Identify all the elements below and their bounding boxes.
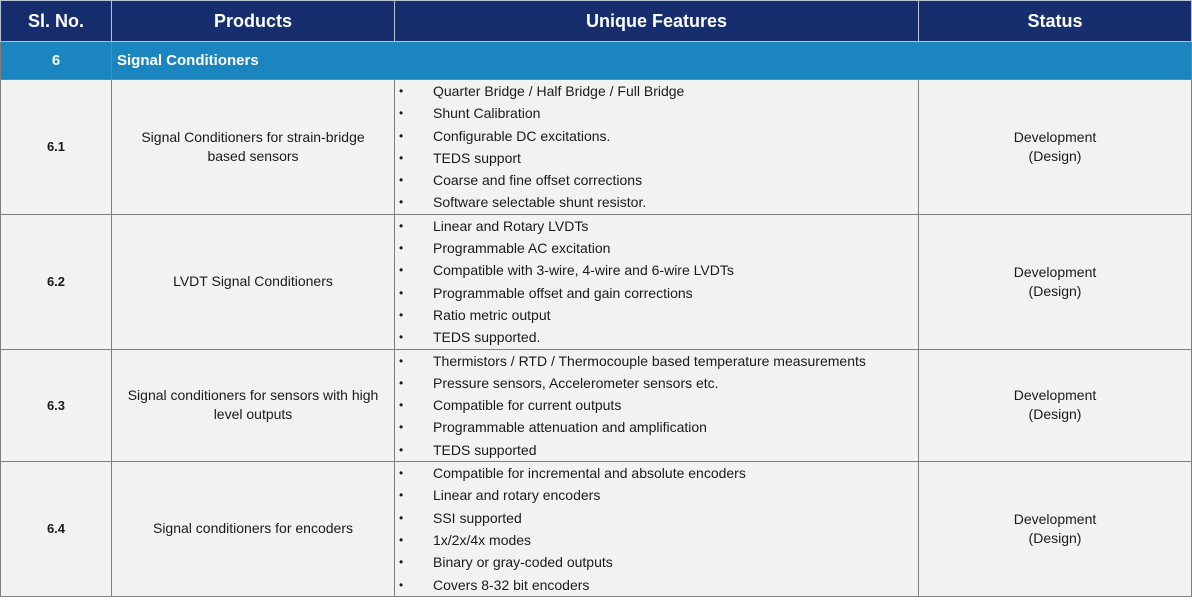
feature-text: TEDS support xyxy=(433,149,521,166)
bullet-icon: • xyxy=(399,466,404,481)
feature-text: TEDS supported xyxy=(433,441,537,458)
section-name: Signal Conditioners xyxy=(112,42,1192,80)
feature-list xyxy=(395,462,918,596)
bullet-icon: • xyxy=(399,510,404,525)
feature-list-cell xyxy=(395,214,919,349)
feature-text: Coarse and fine offset corrections xyxy=(433,172,643,189)
product-name xyxy=(112,80,395,215)
feature-item xyxy=(395,304,918,326)
feature-text: Configurable DC excitations. xyxy=(433,127,611,144)
row-number: 6.1 xyxy=(1,80,112,215)
product-name xyxy=(112,462,395,597)
bullet-icon: • xyxy=(399,488,404,503)
feature-item xyxy=(395,416,918,438)
feature-list-cell xyxy=(395,349,919,461)
product-name-line: Signal conditioners for encoders xyxy=(152,520,353,537)
product-name-line: level outputs xyxy=(213,406,293,423)
feature-text: Linear and Rotary LVDTs xyxy=(433,217,589,234)
bullet-icon: • xyxy=(399,128,404,143)
bullet-icon: • xyxy=(399,442,404,457)
status-line: (Design) xyxy=(1028,282,1082,299)
section-number: 6 xyxy=(1,42,112,80)
feature-list-cell xyxy=(395,80,919,215)
status-cell xyxy=(919,349,1192,461)
row-number: 6.2 xyxy=(1,214,112,349)
feature-item xyxy=(395,394,918,416)
feature-item xyxy=(395,574,918,596)
product-name xyxy=(112,214,395,349)
feature-item xyxy=(395,350,918,372)
feature-text: Software selectable shunt resistor. xyxy=(433,194,647,211)
feature-text: Programmable attenuation and amplification xyxy=(433,419,707,436)
feature-text: Covers 8-32 bit encoders xyxy=(433,576,590,593)
feature-text: Quarter Bridge / Half Bridge / Full Bridge xyxy=(433,83,685,99)
status-cell xyxy=(919,80,1192,215)
feature-text: Compatible for incremental and absolute encoders xyxy=(433,465,746,482)
bullet-icon: • xyxy=(399,398,404,413)
feature-item xyxy=(395,169,918,191)
bullet-icon: • xyxy=(399,420,404,435)
status-line: Development xyxy=(1013,128,1097,145)
feature-text: Shunt Calibration xyxy=(433,105,541,122)
bullet-icon: • xyxy=(399,106,404,121)
bullet-icon: • xyxy=(399,150,404,165)
table-row xyxy=(1,80,1192,215)
status-line: Development xyxy=(1013,387,1097,404)
status-line: Development xyxy=(1013,510,1097,527)
section-row xyxy=(1,42,1192,80)
bullet-icon: • xyxy=(399,241,404,256)
bullet-icon: • xyxy=(399,307,404,322)
feature-item xyxy=(395,102,918,124)
bullet-icon: • xyxy=(399,218,404,233)
bullet-icon: • xyxy=(399,173,404,188)
status-line: (Design) xyxy=(1028,406,1082,423)
status-line: (Design) xyxy=(1028,147,1082,164)
feature-item xyxy=(395,372,918,394)
row-number: 6.3 xyxy=(1,349,112,461)
feature-list xyxy=(395,215,918,349)
feature-item xyxy=(395,529,918,551)
feature-item xyxy=(395,191,918,213)
bullet-icon: • xyxy=(399,84,404,98)
bullet-icon: • xyxy=(399,285,404,300)
header-products: Products xyxy=(112,1,395,42)
header-row xyxy=(1,1,1192,42)
product-name-line: LVDT Signal Conditioners xyxy=(173,273,333,290)
feature-item xyxy=(395,80,918,102)
product-name-line: Signal conditioners for sensors with high xyxy=(127,387,379,404)
feature-text: Thermistors / RTD / Thermocouple based temperature measurements xyxy=(433,352,866,369)
product-name-line: Signal Conditioners for strain-bridge xyxy=(141,128,365,145)
feature-list xyxy=(395,80,918,214)
feature-item xyxy=(395,147,918,169)
product-name xyxy=(112,349,395,461)
feature-text: SSI supported xyxy=(433,509,522,526)
bullet-icon: • xyxy=(399,555,404,570)
feature-item xyxy=(395,282,918,304)
feature-item xyxy=(395,484,918,506)
feature-list xyxy=(395,350,918,461)
status-line: Development xyxy=(1013,263,1097,280)
feature-text: TEDS supported. xyxy=(433,329,541,346)
feature-item xyxy=(395,237,918,259)
table-row xyxy=(1,214,1192,349)
header-unique-features: Unique Features xyxy=(395,1,919,42)
bullet-icon: • xyxy=(399,330,404,345)
feature-text: Compatible with 3-wire, 4-wire and 6-wire LVDTs xyxy=(433,262,734,279)
feature-list-cell xyxy=(395,462,919,597)
feature-item xyxy=(395,507,918,529)
product-name-line: based sensors xyxy=(207,147,299,164)
bullet-icon: • xyxy=(399,532,404,547)
feature-item xyxy=(395,326,918,348)
feature-item xyxy=(395,125,918,147)
feature-text: Programmable AC excitation xyxy=(433,240,611,257)
bullet-icon: • xyxy=(399,375,404,390)
bullet-icon: • xyxy=(399,263,404,278)
feature-text: Binary or gray-coded outputs xyxy=(433,554,613,571)
feature-text: Pressure sensors, Accelerometer sensors etc. xyxy=(433,374,719,391)
status-line: (Design) xyxy=(1028,529,1082,546)
feature-text: Linear and rotary encoders xyxy=(433,487,601,504)
header-status: Status xyxy=(919,1,1192,42)
feature-text: 1x/2x/4x modes xyxy=(433,531,532,548)
status-cell xyxy=(919,214,1192,349)
feature-item xyxy=(395,259,918,281)
feature-item xyxy=(395,551,918,573)
feature-item xyxy=(395,439,918,461)
feature-text: Programmable offset and gain corrections xyxy=(433,284,693,301)
feature-text: Compatible for current outputs xyxy=(433,397,622,414)
table-row xyxy=(1,462,1192,597)
bullet-icon: • xyxy=(399,353,404,368)
header-sl-no: Sl. No. xyxy=(1,1,112,42)
bullet-icon: • xyxy=(399,195,404,210)
feature-text: Ratio metric output xyxy=(433,306,551,323)
feature-item xyxy=(395,462,918,484)
row-number: 6.4 xyxy=(1,462,112,597)
table-row xyxy=(1,349,1192,461)
feature-item xyxy=(395,215,918,237)
status-cell xyxy=(919,462,1192,597)
bullet-icon: • xyxy=(399,577,404,592)
